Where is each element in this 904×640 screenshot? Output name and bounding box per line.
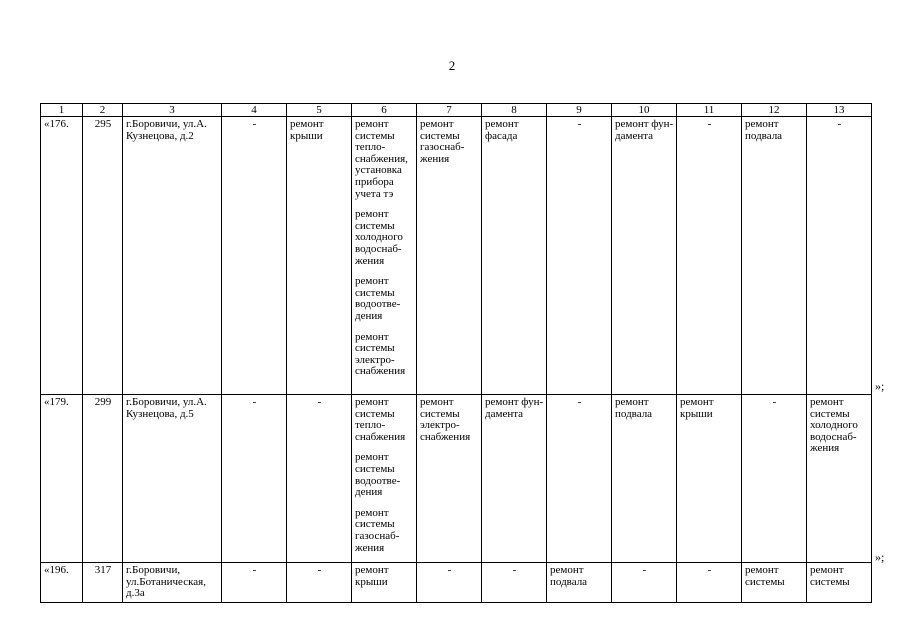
cell-text: ремонт фун-дамента (485, 396, 544, 420)
cell-text: ремонт крыши (290, 118, 324, 142)
table-cell (417, 563, 482, 603)
cell-text: ремонт фун-дамента (615, 118, 674, 142)
table-cell (41, 395, 83, 563)
cell-text: ремонт системы водоотве-дения (355, 451, 401, 499)
cell-text: ремонт системы электро-снабжения (420, 396, 471, 443)
table-cell (612, 395, 677, 563)
table-cell (83, 563, 123, 603)
table-row (41, 395, 872, 563)
table-cell (41, 117, 83, 395)
cell-text: ремонт системы газоснаб-жения (420, 118, 465, 165)
table-cell (287, 563, 352, 603)
table-cell (547, 395, 612, 563)
column-header: 4 (222, 104, 287, 117)
table-cell (612, 117, 677, 395)
table-cell (677, 395, 742, 563)
column-header: 13 (807, 104, 872, 117)
cell-text: - (642, 564, 647, 576)
cell-text: г.Боровичи, ул.Ботаническая, д.3а (126, 564, 206, 600)
table-cell (677, 563, 742, 603)
cell-text: - (512, 564, 517, 576)
cell-text: - (772, 396, 777, 408)
row-closing-quote: »; (875, 550, 885, 564)
table-cell (287, 395, 352, 563)
table-cell (677, 117, 742, 395)
table-cell (222, 117, 287, 395)
cell-text: - (317, 396, 322, 408)
table-cell (612, 563, 677, 603)
cell-text: ремонт системы газоснаб-жения (355, 506, 400, 554)
table-row (41, 117, 872, 395)
column-header: 10 (612, 104, 677, 117)
cell-text: «176. (44, 118, 69, 130)
cell-text: - (317, 564, 322, 576)
cell-text: ремонт подвала (550, 564, 588, 588)
column-header: 1 (41, 104, 83, 117)
cell-text: ремонт системы тепло-снабжения, установка прибора учета тэ (355, 118, 408, 200)
cell-text: ремонт системы холодного водоснаб-жения (355, 208, 403, 267)
cell-text: ремонт крыши (680, 396, 714, 420)
table-cell (547, 563, 612, 603)
table-cell (123, 117, 222, 395)
table-cell (222, 563, 287, 603)
cell-text: г.Боровичи, ул.А. Кузнецова, д.5 (126, 396, 207, 420)
cell-text: ремонт подвала (615, 396, 653, 420)
cell-text: - (577, 396, 582, 408)
cell-text: - (252, 564, 257, 576)
cell-text: - (837, 118, 842, 130)
page-number: 2 (448, 58, 456, 73)
column-number-header-row (41, 104, 872, 117)
table-cell (742, 117, 807, 395)
column-header: 8 (482, 104, 547, 117)
cell-text: - (252, 118, 257, 130)
table-cell (417, 117, 482, 395)
table-cell (352, 395, 417, 563)
cell-text: «196. (44, 564, 69, 576)
cell-text: ремонт системы (745, 564, 785, 588)
table-cell (83, 395, 123, 563)
cell-text: 317 (94, 564, 112, 576)
cell-text: - (447, 564, 452, 576)
table-cell (222, 395, 287, 563)
table-cell (352, 117, 417, 395)
column-header: 11 (677, 104, 742, 117)
table-cell (417, 395, 482, 563)
table-cell (482, 395, 547, 563)
table-cell (123, 395, 222, 563)
column-header: 9 (547, 104, 612, 117)
cell-text: ремонт крыши (355, 564, 389, 588)
cell-text: «179. (44, 396, 69, 408)
table-cell (123, 563, 222, 603)
column-header: 5 (287, 104, 352, 117)
table-cell (482, 563, 547, 603)
cell-text: - (577, 118, 582, 130)
table-cell (742, 395, 807, 563)
table-cell (807, 117, 872, 395)
cell-text: 295 (94, 118, 112, 130)
cell-text: ремонт системы (810, 564, 850, 588)
cell-text: ремонт системы водоотве-дения (355, 275, 401, 322)
column-header: 2 (83, 104, 123, 117)
cell-text: ремонт фасада (485, 118, 519, 142)
cell-text: ремонт системы холодного водоснаб-жения (810, 396, 858, 455)
row-closing-quote: »; (875, 379, 885, 393)
table-cell (83, 117, 123, 395)
cell-text: ремонт системы тепло-снабжения (355, 396, 406, 443)
cell-text: - (252, 396, 257, 408)
table-row (41, 563, 872, 603)
table-cell (742, 563, 807, 603)
table-cell (352, 563, 417, 603)
table-cell (287, 117, 352, 395)
repair-schedule-table (40, 103, 872, 603)
column-header: 3 (123, 104, 222, 117)
table-cell (547, 117, 612, 395)
column-header: 7 (417, 104, 482, 117)
column-header: 12 (742, 104, 807, 117)
cell-text: г.Боровичи, ул.А. Кузнецова, д.2 (126, 118, 207, 142)
table-cell (807, 563, 872, 603)
cell-text: - (707, 564, 712, 576)
cell-text: 299 (94, 396, 112, 408)
table-cell (807, 395, 872, 563)
table-cell (482, 117, 547, 395)
table-cell (41, 563, 83, 603)
column-header: 6 (352, 104, 417, 117)
cell-text: - (707, 118, 712, 130)
cell-text: ремонт подвала (745, 118, 783, 142)
cell-text: ремонт системы электро-снабжения (355, 330, 406, 378)
